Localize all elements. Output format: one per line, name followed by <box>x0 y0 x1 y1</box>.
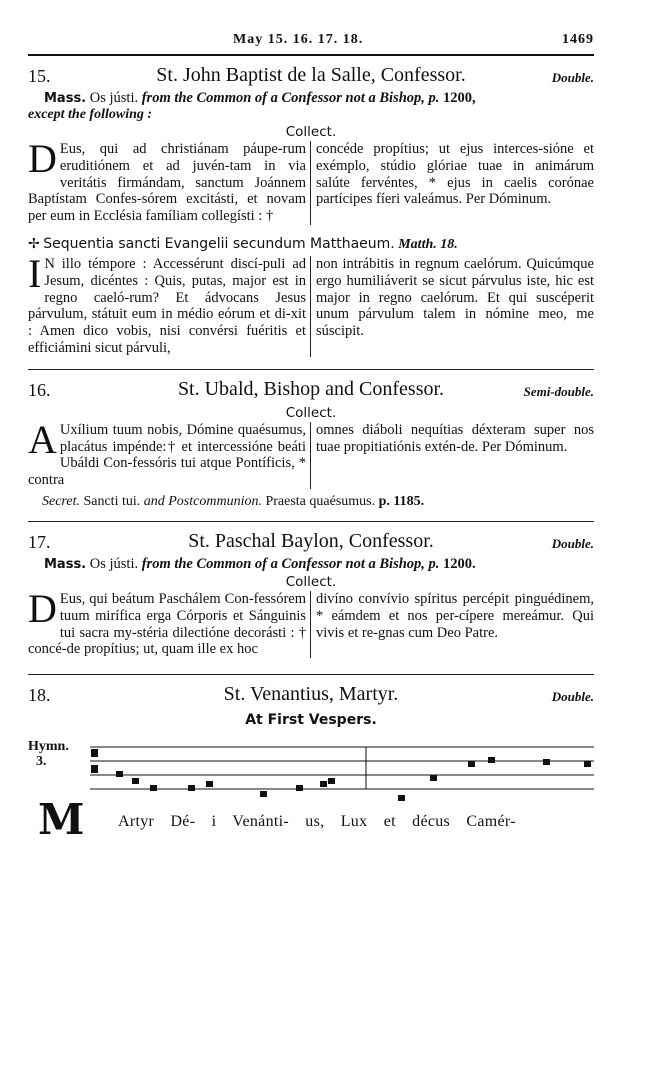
feast-heading <box>28 374 594 404</box>
feast-section-15 <box>28 60 594 357</box>
feast-title: St. Venantius, Martyr. <box>223 683 399 706</box>
collect-heading: Collect. <box>285 573 337 590</box>
feast-title: St. Paschal Baylon, Confessor. <box>188 529 434 552</box>
feast-rank: Double. <box>551 70 594 85</box>
chant-staff <box>28 735 594 815</box>
feast-section-18 <box>28 679 594 845</box>
vespers-heading: At First Vespers. <box>245 712 377 729</box>
feast-title: St. John Baptist de la Salle, Confessor. <box>156 64 466 86</box>
feast-heading <box>28 526 594 556</box>
gospel-text <box>28 250 594 357</box>
collect-text <box>28 136 594 225</box>
mass-label: Mass. <box>44 556 87 572</box>
mass-page-ref: 1200, <box>443 90 476 106</box>
feast-number: 15. <box>28 66 51 86</box>
hymn-lyrics: Artyr Dé- i Venánti- us, Lux et décus Camér- <box>118 813 516 831</box>
introit-incipit: Os jústi. <box>89 90 139 106</box>
collect-right-column: omnes diáboli nequítias déxteram super nos tuae propitiatiónis extén-de. Per Dóminum. <box>316 421 594 455</box>
section-rule <box>28 674 594 675</box>
mass-label: Mass. <box>44 91 87 106</box>
chant-notation <box>28 735 594 845</box>
collect-right-column: concéde propítius; ut ejus interces-sióne et exémplo, stúdio glóriae tuae in animárum salúte fervéntes, * ejus in caelis corónae partícipes fíeri valeámus. Per Dóminum. <box>316 141 594 208</box>
section-rule <box>28 369 594 370</box>
collect-left-text: Uxílium tuum nobis, Dómine quaésumus, placátus impénde:† et intercessióne beáti Ubáldi Con-fessóris tui atque Pontíficis, * contra <box>28 421 306 489</box>
gospel-left-text: N illo témpore : Accessérunt discí-puli ad Jesum, dicéntes : Quis, putas, major est in regno caeló-rum? Et ádvocans Jesus párvulum, státuit eum in médio eórum et di-xit : Amen dico vobis, nisi convérsi fuéritis et efficiámini sicut párvuli, <box>28 255 306 356</box>
running-head-dates: May 15. 16. 17. 18. <box>233 32 364 47</box>
cross-icon: ✢ <box>28 235 40 252</box>
feast-number: 17. <box>28 531 51 552</box>
drop-cap: A <box>28 416 57 462</box>
feast-section-17 <box>28 526 594 658</box>
postcommunion-incipit: Praesta quaésumus. <box>265 493 376 509</box>
neumes <box>116 757 591 801</box>
mass-page-ref: 1200. <box>443 555 476 572</box>
running-head <box>28 28 594 54</box>
feast-number: 16. <box>28 379 51 400</box>
postcommunion-label: and Postcommunion. <box>143 493 262 509</box>
feast-heading <box>28 60 594 90</box>
mass-source: from the Common of a Confessor not a Bishop, p. <box>141 555 440 572</box>
introit-incipit: Os jústi. <box>89 555 139 572</box>
drop-cap: D <box>28 585 57 631</box>
collect-left-column <box>28 416 311 489</box>
secret-label: Secret. <box>42 493 80 509</box>
drop-cap: I <box>28 250 42 296</box>
gospel-right-column: non intrábitis in regnum caelórum. Quicúmque ergo humiliáverit se sicut párvulus iste, hic est major in regno caelórum. Et qui suscéperit unum párvulum talem in nómine meo, me súscipit. <box>316 255 594 340</box>
feast-section-16 <box>28 374 594 511</box>
collect-left-text: Eus, qui beátum Paschálem Con-fessórem tuum mirífica erga Córporis et Sánguinis tui sacra my-stéria dilectióne decorásti : † concé-de propítius; ut, quam ille ex hoc <box>28 590 306 658</box>
feast-rank: Double. <box>551 535 594 551</box>
gospel-heading <box>28 235 594 254</box>
hymn-initial: M <box>38 795 85 845</box>
hymn-word: Hymn. <box>28 739 69 755</box>
gospel-title: Sequentia sancti Evangelii secundum Matthaeum. <box>43 235 395 252</box>
header-rule <box>28 54 594 56</box>
collect-right-column: divíno convívio spíritus percépit pinguédinem, * eámdem et nos per-cípere mereámur. Qui vivis et re-gnas cum Deo Patre. <box>316 590 594 641</box>
feast-rank: Double. <box>551 689 594 705</box>
collect-heading: Collect. <box>285 404 337 421</box>
secret-line <box>28 493 594 511</box>
feast-number: 18. <box>28 685 51 706</box>
section-rule <box>28 521 594 522</box>
collect-left-column <box>28 136 311 225</box>
page-number: 1469 <box>562 32 594 47</box>
postcommunion-page-ref: p. 1185. <box>378 493 425 509</box>
mass-line <box>28 556 594 573</box>
except-note: except the following : <box>28 107 153 122</box>
collect-left-column <box>28 585 311 658</box>
drop-cap: D <box>28 136 57 181</box>
feast-title: St. Ubald, Bishop and Confessor. <box>177 377 445 400</box>
missal-page <box>28 28 594 845</box>
gospel-left-column <box>28 250 311 357</box>
collect-heading: Collect. <box>285 124 337 140</box>
feast-heading <box>28 679 594 709</box>
collect-left-text: Eus, qui ad christiánam páupe-rum eruditiónem et ad juvén-tam in via veritátis firmándam, sanctum Joánnem Baptístam Confes-sórem excitásti, et novam per eum in Ecclésia famíliam collegísti : † <box>28 141 306 225</box>
mass-source: from the Common of a Confessor not a Bishop, p. <box>141 90 440 106</box>
gospel-reference: Matth. 18. <box>398 236 458 252</box>
feast-rank: Semi-double. <box>523 383 594 399</box>
collect-text <box>28 416 594 489</box>
hymn-mode: 3. <box>36 754 47 770</box>
collect-text <box>28 585 594 658</box>
secret-incipit: Sancti tui. <box>83 493 141 509</box>
mass-line <box>28 90 594 107</box>
